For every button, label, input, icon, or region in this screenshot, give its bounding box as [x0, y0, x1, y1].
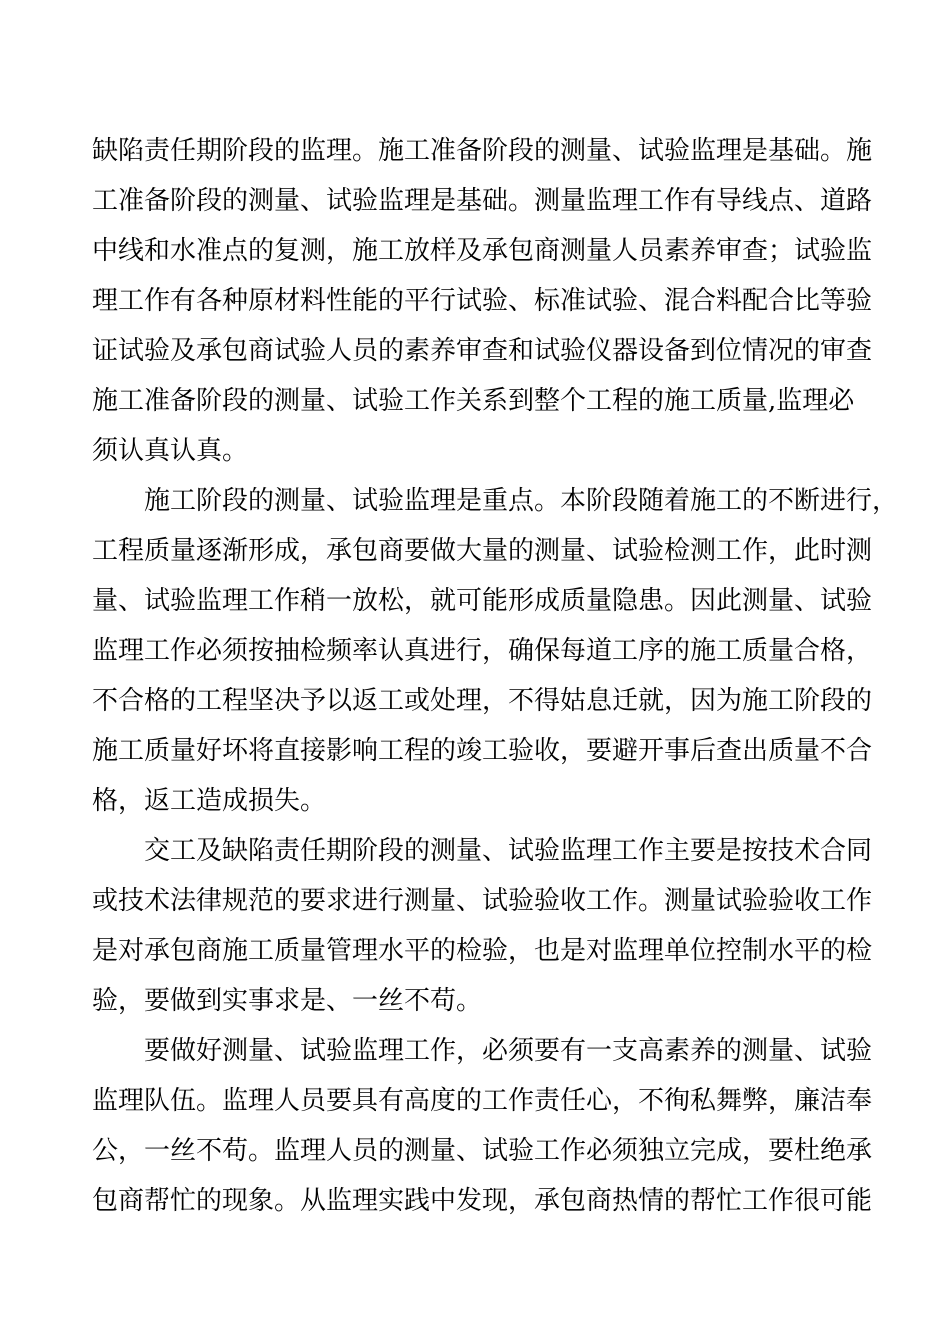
text-line: 工准备阶段的测量、试验监理是基础。测量监理工作有导线点、道路: [92, 186, 873, 216]
text-line: 施工阶段的测量、试验监理是重点。本阶段随着施工的不断进行，: [144, 486, 899, 516]
text-line: 是对承包商施工质量管理水平的检验，也是对监理单位控制水平的检: [92, 936, 873, 966]
paragraph: [92, 126, 873, 476]
text-line: 中线和水准点的复测，施工放样及承包商测量人员素养审查；试验监: [92, 236, 873, 266]
text-line: 须认真认真。: [92, 436, 249, 466]
text-line: 监理工作必须按抽检频率认真进行，确保每道工序的施工质量合格，: [92, 636, 873, 666]
text-line: 施工质量好坏将直接影响工程的竣工验收，要避开事后查出质量不合: [92, 736, 873, 766]
text-line: 格，返工造成损失。: [92, 786, 327, 816]
text-line: 不合格的工程坚决予以返工或处理，不得姑息迁就，因为施工阶段的: [92, 686, 873, 716]
text-line: 施工准备阶段的测量、试验工作关系到整个工程的施工质量,监理必: [92, 386, 855, 416]
text-line: 公，一丝不苟。监理人员的测量、试验工作必须独立完成，要杜绝承: [92, 1136, 873, 1166]
body-text: [92, 126, 899, 1226]
text-line: 缺陷责任期阶段的监理。施工准备阶段的测量、试验监理是基础。施: [92, 136, 873, 166]
text-line: 工程质量逐渐形成，承包商要做大量的测量、试验检测工作，此时测: [92, 536, 873, 566]
text-line: 监理队伍。监理人员要具有高度的工作责任心，不徇私舞弊，廉洁奉: [92, 1086, 873, 1116]
text-line: 量、试验监理工作稍一放松，就可能形成质量隐患。因此测量、试验: [92, 586, 873, 616]
text-line: 包商帮忙的现象。从监理实践中发现，承包商热情的帮忙工作很可能: [92, 1186, 873, 1216]
text-line: 验，要做到实事求是、一丝不苟。: [92, 986, 483, 1016]
paragraph: [92, 1026, 873, 1226]
text-line: 要做好测量、试验监理工作，必须要有一支高素养的测量、试验: [144, 1036, 873, 1066]
paragraph: [92, 826, 873, 1026]
text-line: 证试验及承包商试验人员的素养审查和试验仪器设备到位情况的审查: [92, 336, 873, 366]
text-line: 交工及缺陷责任期阶段的测量、试验监理工作主要是按技术合同: [144, 836, 873, 866]
text-line: 理工作有各种原材料性能的平行试验、标准试验、混合料配合比等验: [92, 286, 873, 316]
paragraph: [92, 476, 899, 826]
text-line: 或技术法律规范的要求进行测量、试验验收工作。测量试验验收工作: [92, 886, 873, 916]
